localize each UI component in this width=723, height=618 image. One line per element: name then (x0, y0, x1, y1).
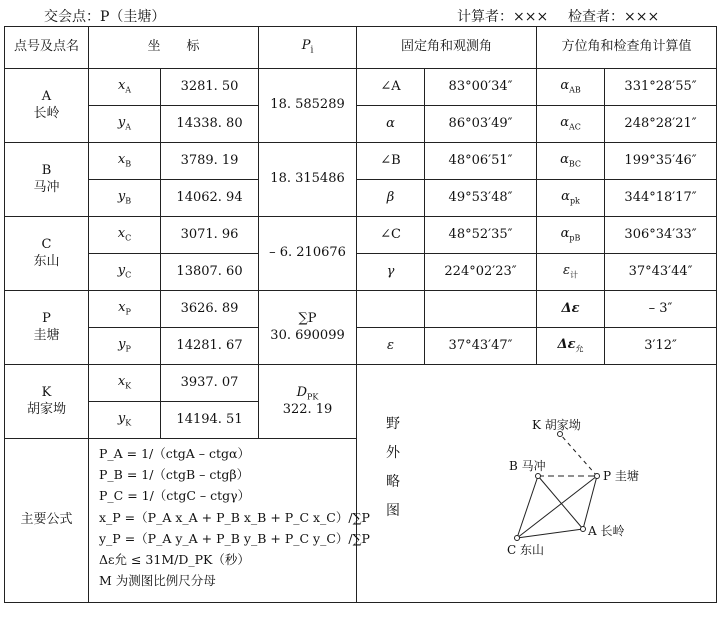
table-row (5, 254, 717, 291)
col-azimuth: 方位角和检查角计算值 (537, 27, 717, 69)
angle-label: ∠B (357, 143, 425, 180)
point-a-marker (581, 526, 586, 531)
intersection-point-label: 交会点：P（圭塘） (44, 9, 166, 25)
azimuth-value: 248°28′21″ (605, 106, 717, 143)
col-p: $P_i$ (259, 27, 357, 69)
point-c-marker (515, 535, 520, 540)
point-cell: C 东山 (5, 217, 89, 291)
sketch-title: 野外略图 (386, 415, 401, 519)
formula-line: y_P =（P_A y_A + P_B y_B + P_C y_C）/∑P (99, 530, 370, 546)
sum-p-cell: ∑P 30. 690099 (259, 291, 357, 365)
azimuth-label: $\alpha_{pk}$ (537, 180, 605, 217)
delta-eps-value: – 3″ (605, 291, 717, 328)
angle-label-empty (357, 291, 425, 328)
coord-label: $y_B$ (89, 180, 161, 217)
col-point: 点号及点名 (5, 27, 89, 69)
eps-value: 37°43′47″ (425, 328, 537, 365)
point-cell: P 圭塘 (5, 291, 89, 365)
table-header-row (5, 27, 717, 69)
point-b-marker (536, 473, 541, 478)
label-a: A 长岭 (588, 523, 625, 538)
table-row (5, 69, 717, 106)
angle-label: β (357, 180, 425, 217)
point-k-marker (558, 431, 563, 436)
table-row (5, 106, 717, 143)
col-angles: 固定角和观测角 (357, 27, 537, 69)
angle-label: γ (357, 254, 425, 291)
checker-label: 检查者：××× (568, 9, 660, 25)
coord-value: 14338. 80 (161, 106, 259, 143)
coord-label: $x_K$ (89, 365, 161, 402)
coord-label: $x_C$ (89, 217, 161, 254)
coord-value: 3937. 07 (161, 365, 259, 402)
page-header (0, 0, 723, 26)
azimuth-value: 331°28′55″ (605, 69, 717, 106)
col-coord: 坐 标 (89, 27, 259, 69)
p-value: 18. 585289 (259, 69, 357, 143)
table-row (5, 328, 717, 365)
table-row (5, 180, 717, 217)
formula-line: P_C = 1/（ctgC – ctgγ） (99, 488, 251, 504)
angle-value-empty (425, 291, 537, 328)
formula-label: 主要公式 (5, 439, 89, 603)
angle-value: 48°06′51″ (425, 143, 537, 180)
coord-label: $x_P$ (89, 291, 161, 328)
coord-value: 14062. 94 (161, 180, 259, 217)
eps-label: ε (357, 328, 425, 365)
label-p: P 圭塘 (603, 468, 639, 483)
table-row (5, 365, 717, 402)
point-cell: A 长岭 (5, 69, 89, 143)
coord-value: 3071. 96 (161, 217, 259, 254)
coord-value: 14194. 51 (161, 402, 259, 439)
sketch-line-bc (517, 476, 538, 538)
coord-value: 3789. 19 (161, 143, 259, 180)
coord-label: $x_B$ (89, 143, 161, 180)
azimuth-value: 344°18′17″ (605, 180, 717, 217)
coord-label: $y_A$ (89, 106, 161, 143)
calculator-label: 计算者：××× (457, 9, 549, 25)
coord-value: 13807. 60 (161, 254, 259, 291)
sketch-line-pk (560, 434, 597, 476)
coord-label: $x_A$ (89, 69, 161, 106)
formula-list (89, 439, 370, 603)
formula-line: P_A = 1/（ctgA – ctgα） (99, 446, 250, 461)
formula-line: M 为测图比例尺分母 (99, 573, 216, 589)
intersection-calculation-table (4, 26, 717, 603)
label-c: C 东山 (507, 542, 545, 557)
field-sketch (357, 365, 717, 603)
coord-label: $y_K$ (89, 402, 161, 439)
angle-label: α (357, 106, 425, 143)
point-p-marker (595, 473, 600, 478)
angle-label: ∠A (357, 69, 425, 106)
table-row (5, 217, 717, 254)
angle-value: 49°53′48″ (425, 180, 537, 217)
angle-value: 48°52′35″ (425, 217, 537, 254)
coord-value: 3281. 50 (161, 69, 259, 106)
p-value: 18. 315486 (259, 143, 357, 217)
distance-cell: $D_{PK}$ 322. 19 (259, 365, 357, 439)
table-row (5, 143, 717, 180)
delta-eps-allow-label: $\Delta\varepsilon_允$ (537, 328, 605, 365)
label-k: K 胡家坳 (532, 417, 581, 432)
delta-eps-allow-value: 3′12″ (605, 328, 717, 365)
formula-line: P_B = 1/（ctgB – ctgβ） (99, 467, 250, 483)
azimuth-label: $\varepsilon_计$ (537, 254, 605, 291)
angle-value: 83°00′34″ (425, 69, 537, 106)
point-cell: K 胡家坳 (5, 365, 89, 439)
formula-line: x_P =（P_A x_A + P_B x_B + P_C x_C）/∑P (99, 509, 370, 525)
point-cell: B 马冲 (5, 143, 89, 217)
azimuth-value: 199°35′46″ (605, 143, 717, 180)
table-row (5, 291, 717, 328)
angle-value: 224°02′23″ (425, 254, 537, 291)
azimuth-value: 306°34′33″ (605, 217, 717, 254)
sketch-diagram (357, 366, 717, 602)
coord-value: 14281. 67 (161, 328, 259, 365)
angle-label: ∠C (357, 217, 425, 254)
azimuth-label: $\alpha_{AB}$ (537, 69, 605, 106)
sketch-line-ap (583, 476, 597, 529)
coord-label: $y_C$ (89, 254, 161, 291)
azimuth-value: 37°43′44″ (605, 254, 717, 291)
sketch-line-ba (538, 476, 583, 529)
formula-line: Δε允 ≤ 31M/D_PK（秒） (99, 551, 250, 567)
azimuth-label: $\alpha_{AC}$ (537, 106, 605, 143)
p-value: – 6. 210676 (259, 217, 357, 291)
delta-eps-label: Δε (537, 291, 605, 328)
azimuth-label: $\alpha_{pB}$ (537, 217, 605, 254)
azimuth-label: $\alpha_{BC}$ (537, 143, 605, 180)
angle-value: 86°03′49″ (425, 106, 537, 143)
label-b: B 马冲 (509, 458, 546, 473)
coord-value: 3626. 89 (161, 291, 259, 328)
coord-label: $y_P$ (89, 328, 161, 365)
